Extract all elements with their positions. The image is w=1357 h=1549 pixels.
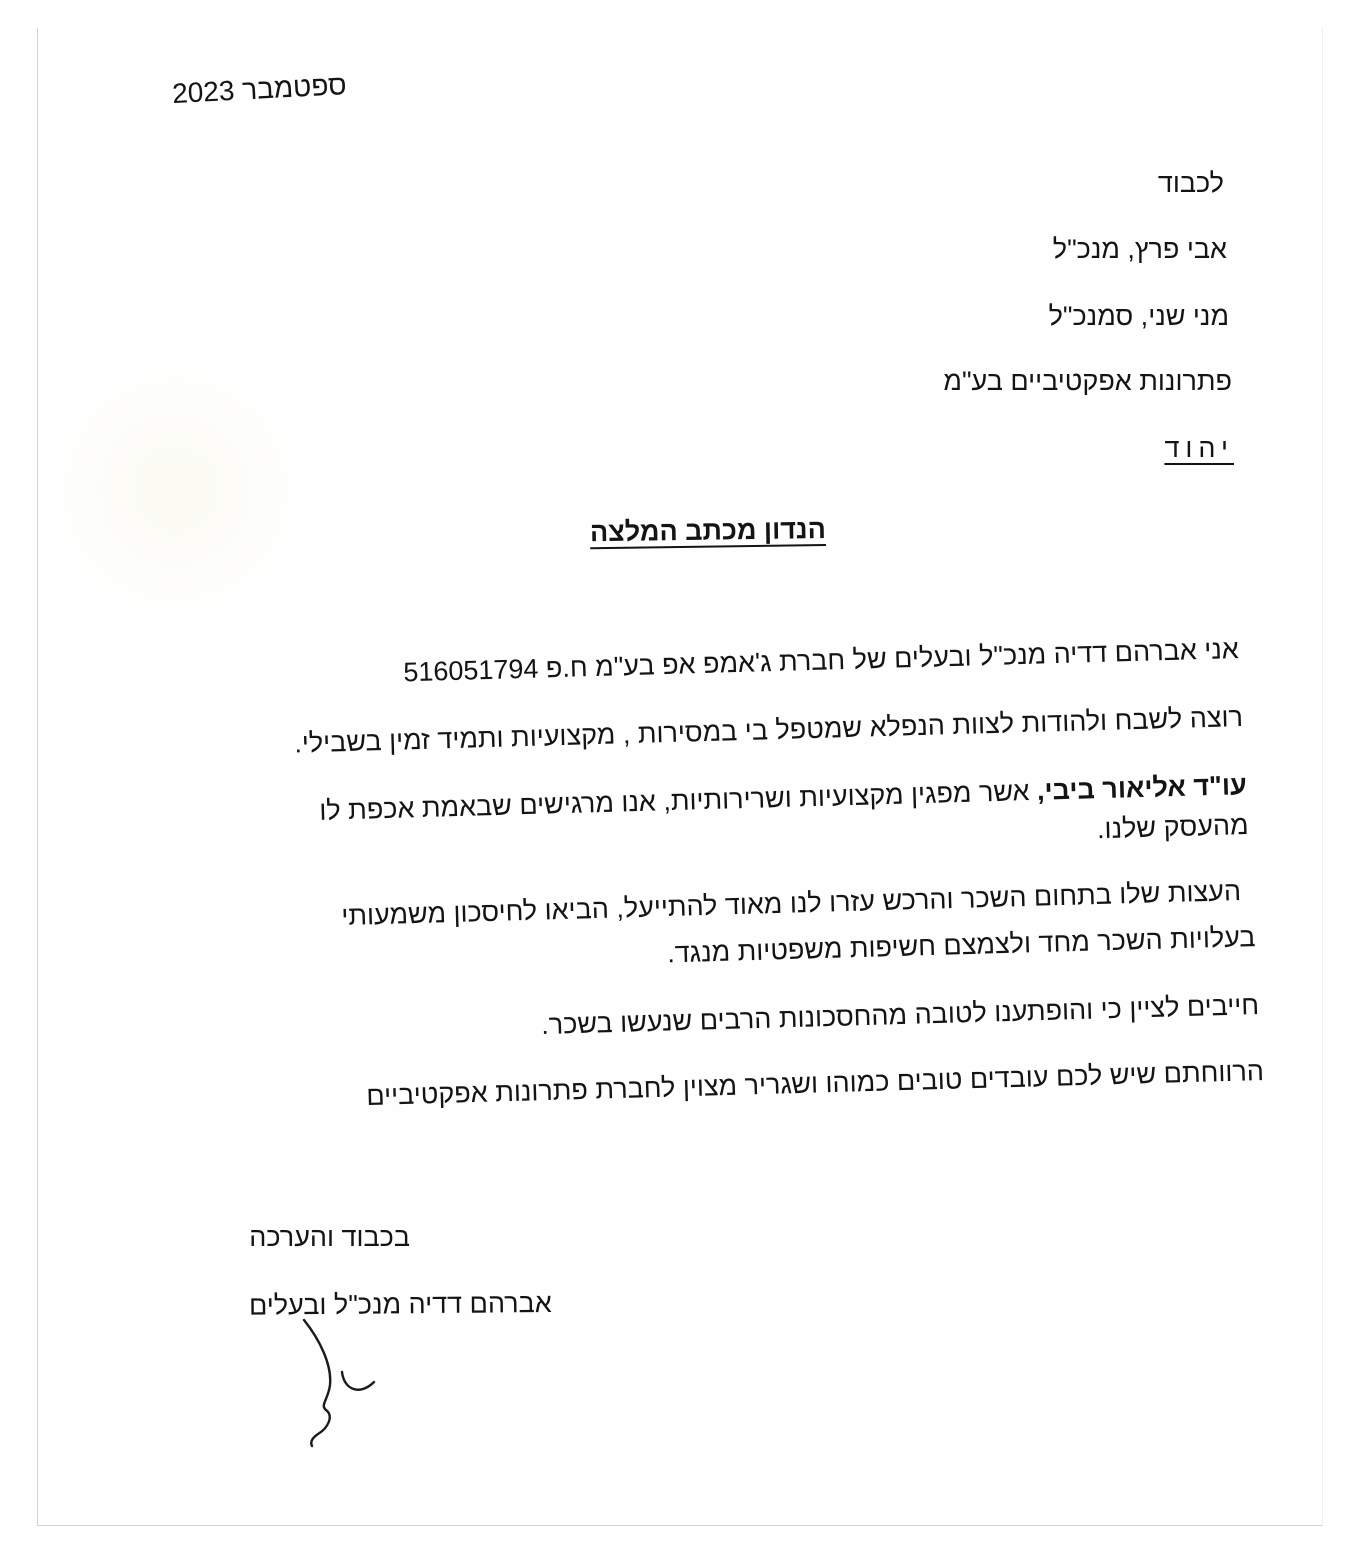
recipient-name-deputy: מני שני, סמנכ"ל bbox=[1048, 301, 1229, 331]
body-paragraph-2-line-2: מהעסק שלנו. bbox=[1097, 810, 1250, 845]
recipient-city: יהוד bbox=[1164, 433, 1234, 463]
recipient-name-ceo: אבי פרץ, מנכ"ל bbox=[1052, 234, 1227, 264]
letter-subject: הנדון מכתב המלצה bbox=[589, 514, 827, 548]
body-paragraph-3-line-2: בעלויות השכר מחד ולצמצם חשיפות משפטיות מנגד. bbox=[666, 922, 1256, 969]
handwritten-signature bbox=[290, 1310, 400, 1450]
body-paragraph-2-line-1-text: אשר מפגין מקצועיות ושרירותיות, אנו מרגישים שבאמת אכפת לו bbox=[319, 775, 1038, 826]
lawyer-name: עו"ד אליאור ביבי, bbox=[1036, 770, 1248, 806]
closing-regards: בכבוד והערכה bbox=[249, 1222, 410, 1252]
closing-signer: אברהם דדיה מנכ"ל ובעלים bbox=[249, 1288, 553, 1321]
body-paragraph-1-line-2: רוצה לשבח ולהודות לצוות הנפלא שמטפל בי במסירות , מקצועיות ותמיד זמין בשבילי. bbox=[293, 702, 1244, 759]
body-paragraph-1-line-1: אני אברהם דדיה מנכ"ל ובעלים של חברת ג'אמפ אפ בע"מ ח.פ 516051794 bbox=[403, 634, 1240, 688]
letter-date: ספטמבר 2023 bbox=[170, 69, 347, 110]
paper-smudge bbox=[45, 360, 305, 620]
body-paragraph-3-line-1: העצות שלו בתחום השכר והרכש עזרו לנו מאוד להתייעל, הביאו לחיסכון משמעותי bbox=[340, 876, 1242, 932]
recipient-company: פתרונות אפקטיביים בע"מ bbox=[943, 366, 1232, 396]
recipient-salutation: לכבוד bbox=[1157, 168, 1224, 198]
body-paragraph-4: חייבים לציין כי והופתענו לטובה מהחסכונות הרבים שנעשו בשכר. bbox=[540, 990, 1260, 1041]
body-paragraph-5-line-1: הרווחתם שיש לכם עובדים טובים כמוהו ושגריר מצוין לחברת פתרונות אפקטיביים bbox=[366, 1056, 1265, 1112]
